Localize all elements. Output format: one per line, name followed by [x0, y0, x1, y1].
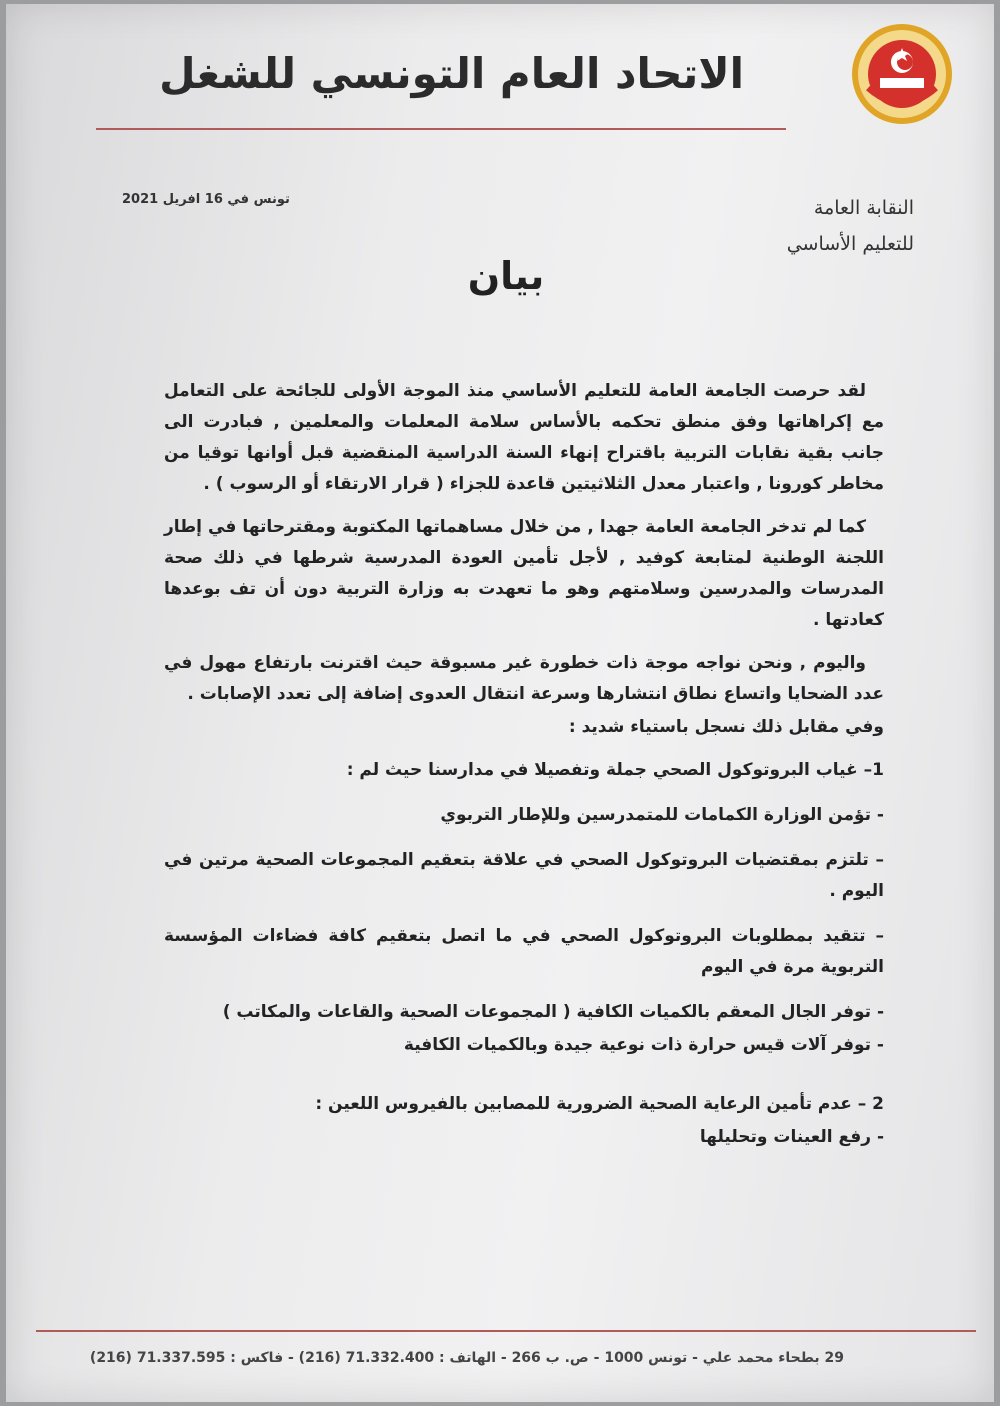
paragraph-4: وفي مقابل ذلك نسجل باستياء شديد :	[568, 717, 884, 737]
section-1-item-1: - تؤمن الوزارة الكمامات للمتمدرسين وللإطار التربوي	[440, 805, 884, 825]
paragraph-1: لقد حرصت الجامعة العامة للتعليم الأساسي منذ الموجة الأولى للجائحة على التعامل مع إكراهاتها وفق منطق تحكمه بالأساس سلامة المعلمات والمعلمين , فبادرت الى جانب بقية نقابات التربية باقتراح إنهاء السنة الدراسية المنقضية قبل أوانها توقيا من مخاطر كورونا , واعتبار معدل الثلاثيتين قاعدة للجزاء ( قرار الارتقاء أو الرسوب ) .	[164, 381, 884, 494]
ugtt-emblem-icon	[850, 22, 954, 126]
footer-address: 29 بطحاء محمد علي - تونس 1000 - ص. ب 266 - الهاتف : 71.332.400 (216) - فاكس : 71.337.595 (216)	[89, 1350, 844, 1366]
section-2-item-1: - رفع العينات وتحليلها	[699, 1127, 884, 1147]
section-1-item-2: – تلتزم بمقتضيات البروتوكول الصحي في علاقة بتعقيم المجموعات الصحية مرتين في اليوم .	[164, 850, 884, 901]
sender-line-1: النقابة العامة	[813, 197, 914, 219]
section-1-item-3: – تتقيد بمطلوبات البروتوكول الصحي في ما اتصل بتعقيم كافة فضاءات المؤسسة التربوية مرة في اليوم	[164, 926, 884, 977]
statement-body	[164, 376, 884, 1165]
letter-date: تونس في 16 افريل 2021	[122, 192, 290, 207]
document-title: بيان	[467, 254, 545, 298]
section-1-item-5: - توفر آلات قيس حرارة ذات نوعية جيدة وبالكميات الكافية	[403, 1035, 884, 1055]
section-1-heading: 1– غياب البروتوكول الصحي جملة وتفصيلا في مدارسنا حيث لم :	[346, 760, 884, 780]
section-1-item-4: - توفر الجال المعقم بالكميات الكافية ( المجموعات الصحية والقاعات والمكاتب )	[222, 1002, 884, 1022]
sender-line-2: للتعليم الأساسي	[786, 233, 914, 255]
footer-divider	[36, 1330, 976, 1332]
header-divider	[96, 128, 786, 130]
sender-block	[654, 190, 914, 262]
organization-name: الاتحاد العام التونسي للشغل	[159, 49, 744, 98]
letter-sheet	[6, 4, 994, 1402]
section-2-heading: 2 – عدم تأمين الرعاية الصحية الضرورية للمصابين بالفيروس اللعين :	[315, 1094, 884, 1114]
paragraph-3: واليوم , ونحن نواجه موجة ذات خطورة غير مسبوقة حيث اقترنت بارتفاع مهول في عدد الضحايا واتساع نطاق انتشارها وسرعة انتقال العدوى إضافة إلى تعدد الإصابات .	[164, 653, 884, 704]
paragraph-2: كما لم تدخر الجامعة العامة جهدا , من خلال مساهماتها المكتوبة ومقترحاتها في إطار اللجنة الوطنية لمتابعة كوفيد , لأجل تأمين العودة المدرسية شرطها في ذلك صحة المدرسات والمدرسين وسلامتهم وهو ما تعهدت به وزارة التربية دون أن تف بوعدها كعادتها .	[164, 517, 884, 630]
